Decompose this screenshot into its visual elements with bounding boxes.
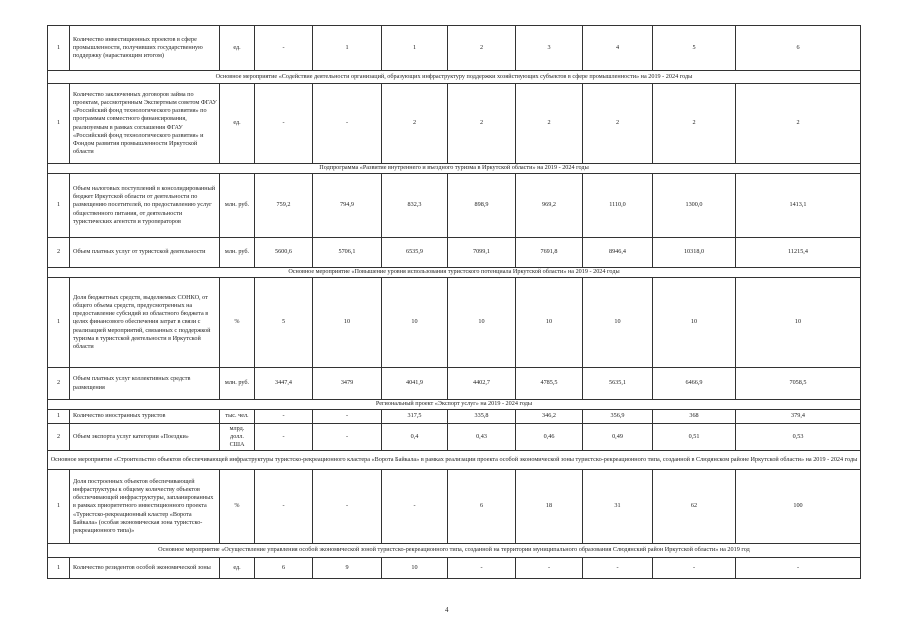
- value-cell: -: [313, 84, 382, 164]
- section-title: Основное мероприятие «Повышение уровня использования туристского потенциала Иркутской области» на 2019 - 2024 годы: [48, 268, 861, 278]
- value-cell: 100: [736, 470, 861, 544]
- value-cell: 10: [448, 278, 516, 368]
- value-cell: -: [583, 558, 653, 579]
- page-number: 4: [445, 606, 449, 614]
- value-cell: 7099,1: [448, 238, 516, 268]
- value-cell: 335,8: [448, 410, 516, 424]
- table-row: [48, 410, 861, 424]
- value-cell: 10: [313, 278, 382, 368]
- value-cell: 0,46: [516, 424, 583, 451]
- value-cell: 0,53: [736, 424, 861, 451]
- section-row: [48, 164, 861, 174]
- unit-cell: тыс. чел.: [220, 410, 255, 424]
- section-row: [48, 544, 861, 558]
- value-cell: 4: [583, 26, 653, 71]
- value-cell: -: [255, 470, 313, 544]
- value-cell: 2: [448, 26, 516, 71]
- value-cell: 6466,9: [653, 368, 736, 400]
- row-number: 1: [48, 26, 70, 71]
- table-row: [48, 84, 861, 164]
- value-cell: 18: [516, 470, 583, 544]
- value-cell: 317,5: [382, 410, 448, 424]
- row-number: 2: [48, 238, 70, 268]
- section-title: Основное мероприятие «Осуществление управления особой экономической зоной туристско-рекреационного типа, созданной на территории муниципального образования Слюдянский район Иркутской области» на 2019 год: [48, 544, 861, 558]
- section-title: Основное мероприятие «Содействие деятельности организаций, образующих инфраструктуру поддержки хозяйствующих субъектов в сфере промышленности» на 2019 - 2024 годы: [48, 71, 861, 84]
- value-cell: 1110,0: [583, 174, 653, 238]
- section-title: Подпрограмма «Развитие внутреннего и въездного туризма в Иркутской области» на 2019 - 2024 годы: [48, 164, 861, 174]
- table-row: [48, 368, 861, 400]
- value-cell: 356,9: [583, 410, 653, 424]
- value-cell: 3479: [313, 368, 382, 400]
- value-cell: 10: [382, 558, 448, 579]
- value-cell: 10: [736, 278, 861, 368]
- value-cell: 898,9: [448, 174, 516, 238]
- section-row: [48, 71, 861, 84]
- table-row: [48, 424, 861, 451]
- indicator-name: Количество резидентов особой экономической зоны: [70, 558, 220, 579]
- value-cell: 8946,4: [583, 238, 653, 268]
- value-cell: 1: [382, 26, 448, 71]
- indicator-name: Объем платных услуг от туристской деятельности: [70, 238, 220, 268]
- value-cell: 2: [653, 84, 736, 164]
- value-cell: -: [516, 558, 583, 579]
- section-title: Основное мероприятие «Строительство объектов обеспечивающей инфраструктуры туристско-рекреационного кластера «Ворота Байкала» в рамках реализации проекта особой экономической зоны туристско-рекреационного типа, созданной в Слюдянском районе Иркутской области» на 2019 - 2024 годы: [48, 451, 861, 470]
- value-cell: 346,2: [516, 410, 583, 424]
- value-cell: -: [255, 410, 313, 424]
- indicator-name: Объем экспорта услуг категории «Поездки»: [70, 424, 220, 451]
- value-cell: 5600,6: [255, 238, 313, 268]
- value-cell: 2: [448, 84, 516, 164]
- value-cell: 5: [653, 26, 736, 71]
- value-cell: 10: [516, 278, 583, 368]
- row-number: 1: [48, 410, 70, 424]
- value-cell: 11215,4: [736, 238, 861, 268]
- value-cell: 5706,1: [313, 238, 382, 268]
- value-cell: -: [313, 410, 382, 424]
- unit-cell: ед.: [220, 84, 255, 164]
- value-cell: -: [313, 470, 382, 544]
- value-cell: 3: [516, 26, 583, 71]
- value-cell: -: [653, 558, 736, 579]
- unit-cell: млн. руб.: [220, 238, 255, 268]
- value-cell: 6: [255, 558, 313, 579]
- value-cell: 2: [583, 84, 653, 164]
- value-cell: 1: [313, 26, 382, 71]
- table-row: [48, 26, 861, 71]
- row-number: 1: [48, 84, 70, 164]
- section-row: [48, 400, 861, 410]
- section-title: Региональный проект «Экспорт услуг» на 2019 - 2024 годы: [48, 400, 861, 410]
- value-cell: 10: [653, 278, 736, 368]
- indicators-table: [47, 25, 861, 579]
- value-cell: 31: [583, 470, 653, 544]
- value-cell: -: [382, 470, 448, 544]
- value-cell: 10: [382, 278, 448, 368]
- table-body: [48, 26, 861, 579]
- table-row: [48, 238, 861, 268]
- row-number: 1: [48, 558, 70, 579]
- value-cell: 2: [736, 84, 861, 164]
- row-number: 1: [48, 278, 70, 368]
- indicator-name: Объем налоговых поступлений в консолидированный бюджет Иркутской области от деятельности по размещению посетителей, по предоставлению услуг общественного питания, от деятельности туристических агентств и туроператоров: [70, 174, 220, 238]
- row-number: 2: [48, 424, 70, 451]
- value-cell: 379,4: [736, 410, 861, 424]
- value-cell: 1413,1: [736, 174, 861, 238]
- value-cell: 5: [255, 278, 313, 368]
- value-cell: -: [255, 424, 313, 451]
- indicator-name: Количество иностранных туристов: [70, 410, 220, 424]
- section-row: [48, 451, 861, 470]
- row-number: 2: [48, 368, 70, 400]
- value-cell: 4041,9: [382, 368, 448, 400]
- value-cell: 2: [516, 84, 583, 164]
- value-cell: 6: [448, 470, 516, 544]
- value-cell: 4785,5: [516, 368, 583, 400]
- table-row: [48, 278, 861, 368]
- value-cell: 7691,8: [516, 238, 583, 268]
- value-cell: 759,2: [255, 174, 313, 238]
- value-cell: 368: [653, 410, 736, 424]
- value-cell: 3447,4: [255, 368, 313, 400]
- row-number: 1: [48, 174, 70, 238]
- table-row: [48, 558, 861, 579]
- row-number: 1: [48, 470, 70, 544]
- value-cell: -: [448, 558, 516, 579]
- value-cell: 4402,7: [448, 368, 516, 400]
- value-cell: 5635,1: [583, 368, 653, 400]
- value-cell: 6: [736, 26, 861, 71]
- unit-cell: %: [220, 470, 255, 544]
- table-row: [48, 470, 861, 544]
- indicator-name: Доля построенных объектов обеспечивающей инфраструктуры к общему количеству объектов обеспечивающей инфраструктуры, запланированных в рамках приоритетного инвестиционного проекта «Туристско-рекреационный кластер «Ворота Байкала» (особая экономическая зона туристско-рекреационного типа)»: [70, 470, 220, 544]
- value-cell: 10318,0: [653, 238, 736, 268]
- value-cell: 0,43: [448, 424, 516, 451]
- unit-cell: %: [220, 278, 255, 368]
- value-cell: 1300,0: [653, 174, 736, 238]
- value-cell: 0,49: [583, 424, 653, 451]
- value-cell: -: [255, 26, 313, 71]
- value-cell: 0,4: [382, 424, 448, 451]
- unit-cell: млрд. долл. США: [220, 424, 255, 451]
- value-cell: 0,51: [653, 424, 736, 451]
- unit-cell: ед.: [220, 558, 255, 579]
- unit-cell: млн. руб.: [220, 368, 255, 400]
- value-cell: 832,3: [382, 174, 448, 238]
- table-row: [48, 174, 861, 238]
- indicator-name: Количество инвестиционных проектов в сфере промышленности, получивших государственную поддержку (нарастающим итогом): [70, 26, 220, 71]
- value-cell: 10: [583, 278, 653, 368]
- value-cell: 794,9: [313, 174, 382, 238]
- value-cell: 969,2: [516, 174, 583, 238]
- value-cell: -: [736, 558, 861, 579]
- indicator-name: Объем платных услуг коллективных средств размещения: [70, 368, 220, 400]
- indicator-name: Доля бюджетных средств, выделяемых СОНКО, от общего объема средств, предусмотренных на предоставление субсидий из областного бюджета в целях финансового обеспечения затрат в связи с реализацией мероприятий, связанных с поддержкой туризма в туристской деятельности в Иркутской области: [70, 278, 220, 368]
- value-cell: 62: [653, 470, 736, 544]
- section-row: [48, 268, 861, 278]
- unit-cell: млн. руб.: [220, 174, 255, 238]
- value-cell: 9: [313, 558, 382, 579]
- value-cell: -: [255, 84, 313, 164]
- value-cell: -: [313, 424, 382, 451]
- value-cell: 2: [382, 84, 448, 164]
- indicator-name: Количество заключенных договоров займа по проектам, рассмотренным Экспертным советом ФГАУ «Российский фонд технологического развития» по программам совместного финансирования, реализуемым в рамках соглашения ФГАУ «Российский фонд технологического развития» и Фондом развития промышленности Иркутской области: [70, 84, 220, 164]
- unit-cell: ед.: [220, 26, 255, 71]
- value-cell: 6535,9: [382, 238, 448, 268]
- value-cell: 7058,5: [736, 368, 861, 400]
